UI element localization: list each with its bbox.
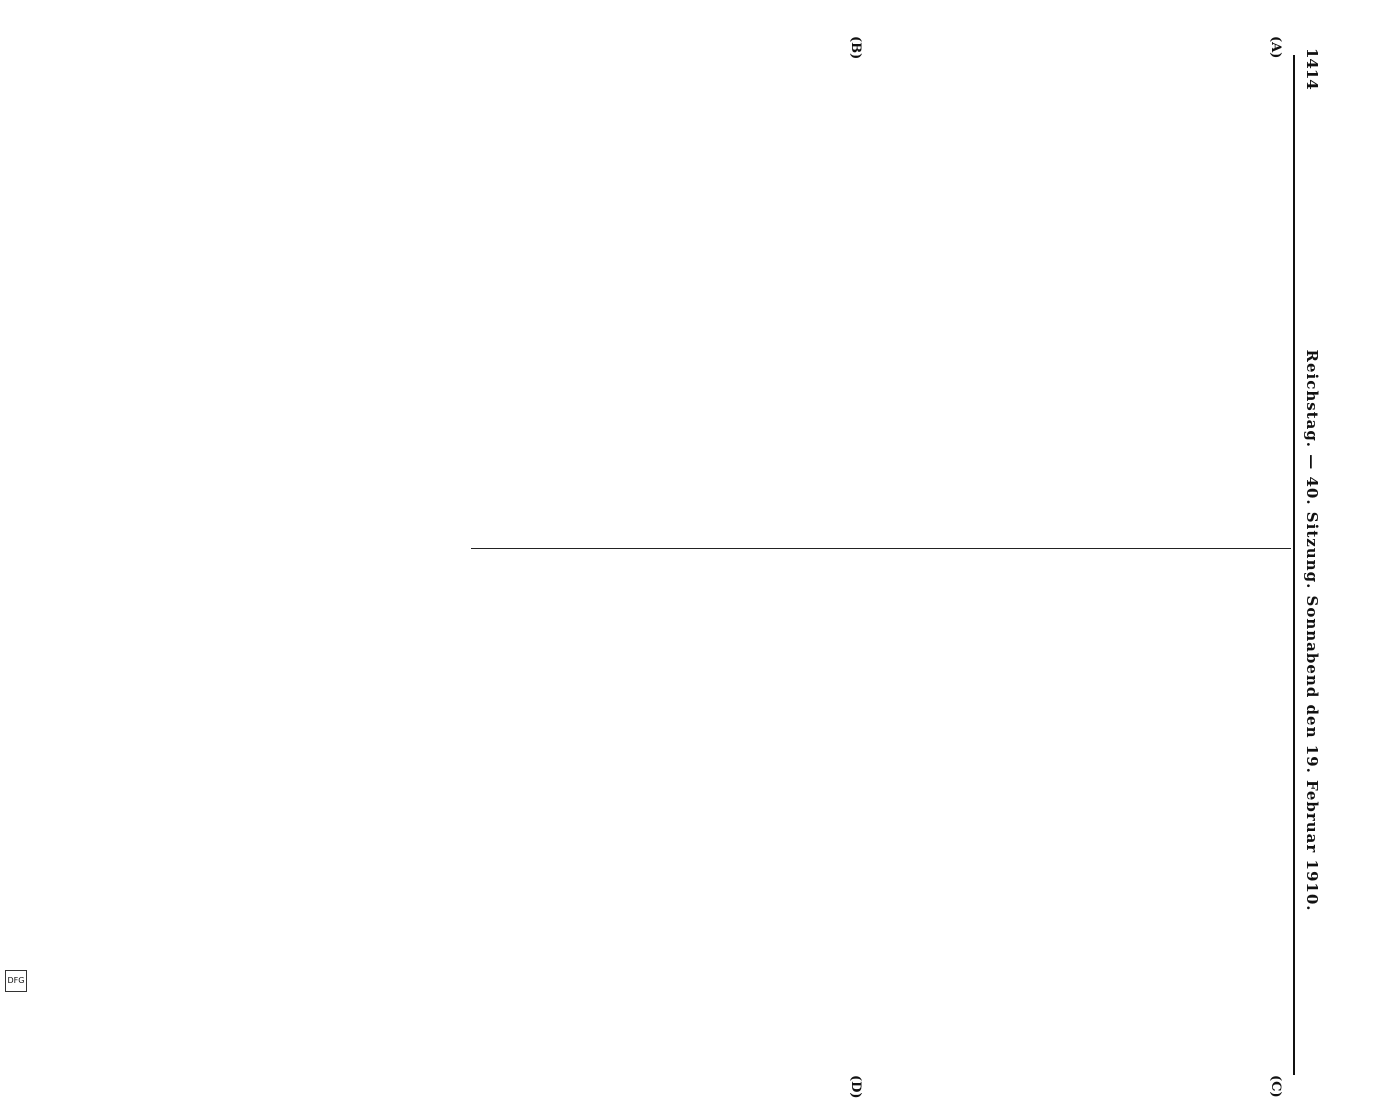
header-rule <box>1293 55 1295 1075</box>
margin-mark-d: (D) <box>848 1075 863 1099</box>
page-header <box>1295 48 1321 1063</box>
column-divider <box>471 548 1291 549</box>
page-title: Reichstag. — 40. Sitzung. Sonnabend den 19. Februar 1910. <box>1303 349 1321 912</box>
page-number: 1414 <box>1303 48 1321 90</box>
text-column-right <box>487 566 1287 1036</box>
margin-mark-b: (B) <box>848 36 863 60</box>
margin-mark-a: (A) <box>1268 36 1283 59</box>
margin-mark-c: (C) <box>1268 1075 1283 1098</box>
text-column-left <box>487 62 1287 532</box>
dfg-logo: DFG <box>5 970 27 992</box>
